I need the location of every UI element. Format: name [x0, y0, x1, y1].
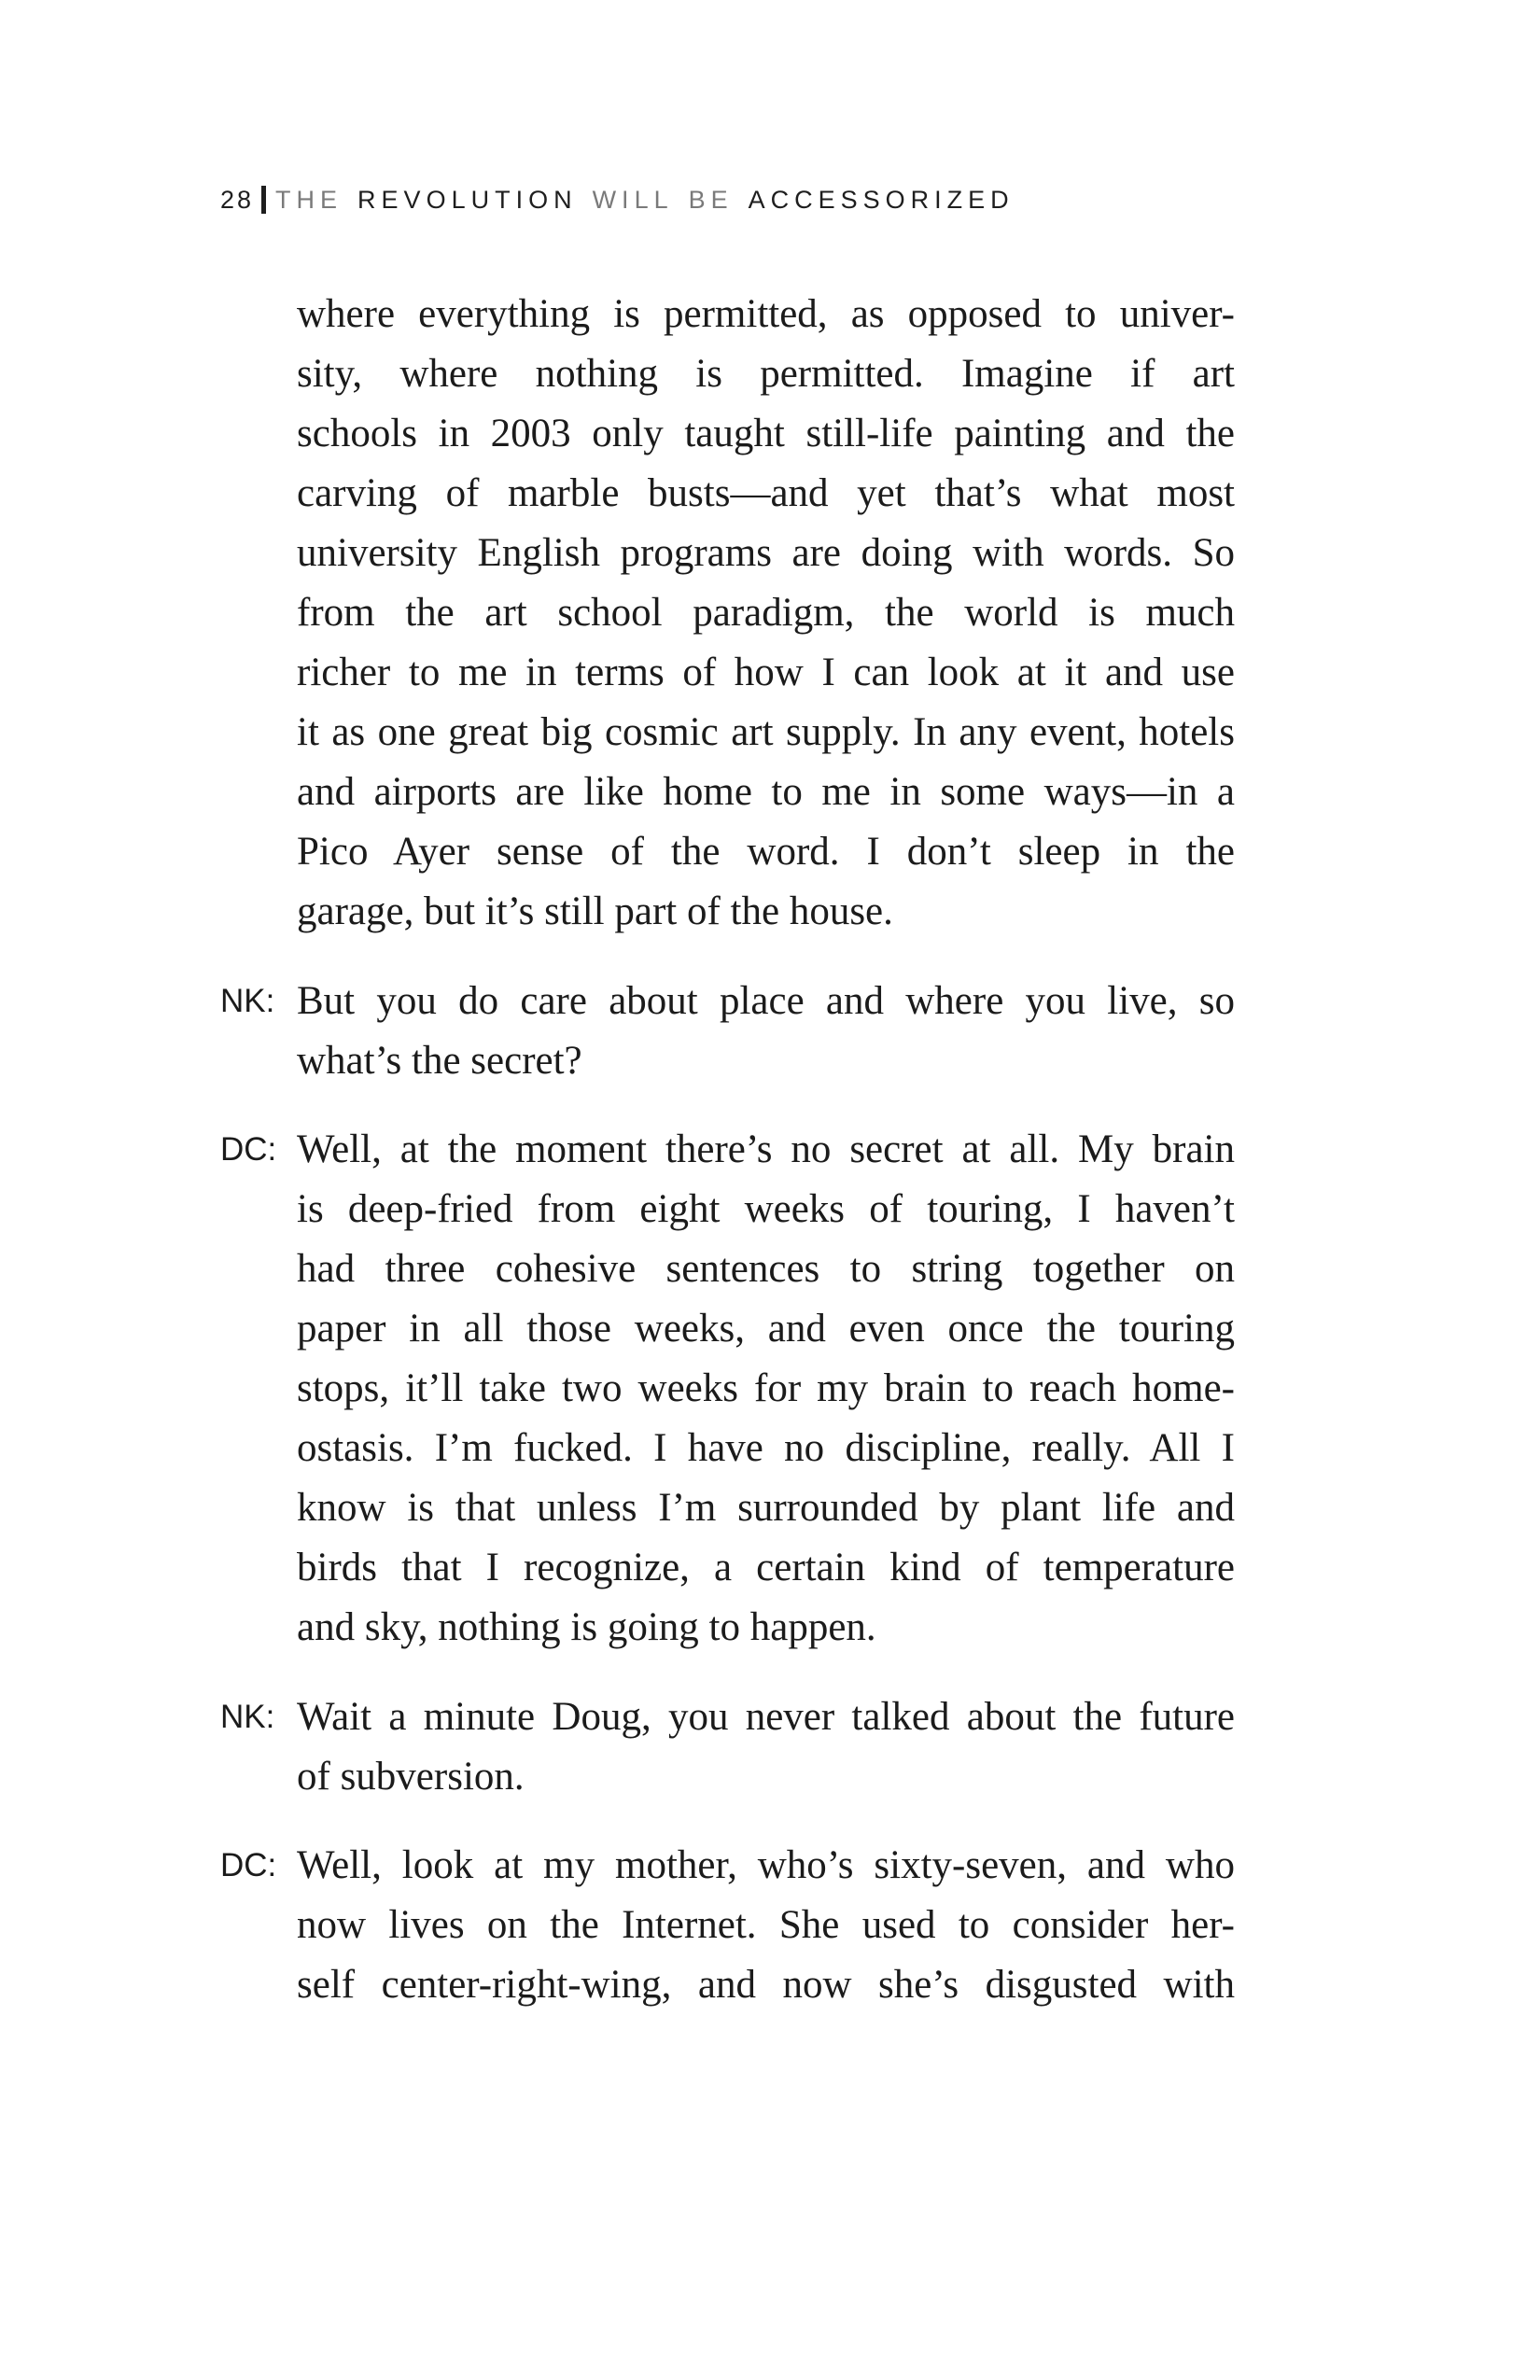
text-line: paper in all those weeks, and even once the touring	[297, 1307, 1235, 1351]
text-line: and airports are like home to me in some ways—in a	[297, 770, 1235, 814]
paragraph-0	[297, 285, 1235, 942]
text-line: is deep-fried from eight weeks of touring, I haven’t	[297, 1187, 1235, 1231]
header-word-5: ACCESSORIZED	[748, 185, 1015, 214]
text-line: it as one great big cosmic art supply. In any event, hotels	[297, 710, 1235, 754]
speaker-label: DC:	[220, 1131, 277, 1168]
speaker-label: NK:	[220, 983, 275, 1019]
header-divider	[261, 186, 266, 214]
text-line: richer to me in terms of how I can look at it and use	[297, 651, 1235, 694]
text-line: Well, at the moment there’s no secret at all. My brain	[297, 1127, 1235, 1171]
text-line: schools in 2003 only taught still-life painting and the	[297, 412, 1235, 455]
page-number: 28	[220, 185, 255, 214]
paragraph-3	[297, 1687, 1235, 1807]
paragraph-2	[297, 1120, 1235, 1658]
header-word-3: WILL	[592, 185, 674, 214]
text-line: Wait a minute Doug, you never talked about the future	[297, 1695, 1235, 1739]
text-line: where everything is permitted, as opposed to univer-	[297, 292, 1235, 336]
header-word-2: REVOLUTION	[357, 185, 578, 214]
text-line: of subversion.	[297, 1755, 525, 1799]
text-line: stops, it’ll take two weeks for my brain to reach home-	[297, 1366, 1235, 1410]
text-line: ostasis. I’m fucked. I have no discipline, really. All I	[297, 1426, 1235, 1470]
paragraph-1	[297, 972, 1235, 1091]
header-word-4: BE	[688, 185, 734, 214]
text-line: know is that unless I’m surrounded by plant life and	[297, 1486, 1235, 1530]
text-line: Well, look at my mother, who’s sixty-seven, and who	[297, 1843, 1235, 1887]
text-line: university English programs are doing with words. So	[297, 531, 1235, 575]
text-line: and sky, nothing is going to happen.	[297, 1605, 876, 1649]
text-line: from the art school paradigm, the world is much	[297, 591, 1235, 635]
text-line: carving of marble busts—and yet that’s what most	[297, 471, 1235, 515]
text-line: But you do care about place and where you live, so	[297, 979, 1235, 1023]
running-header	[220, 181, 1029, 218]
text-line: sity, where nothing is permitted. Imagine if art	[297, 352, 1235, 396]
text-line: garage, but it’s still part of the house.	[297, 889, 893, 933]
text-line: self center-right-wing, and now she’s disgusted with	[297, 1963, 1235, 2007]
speaker-label: NK:	[220, 1699, 275, 1735]
speaker-label: DC:	[220, 1847, 277, 1883]
text-line: now lives on the Internet. She used to consider her-	[297, 1903, 1235, 1947]
header-word-1: THE	[275, 185, 343, 214]
paragraph-4	[297, 1836, 1235, 2015]
text-line: had three cohesive sentences to string together on	[297, 1247, 1235, 1291]
text-line: Pico Ayer sense of the word. I don’t sleep in the	[297, 830, 1235, 874]
text-line: what’s the secret?	[297, 1039, 582, 1083]
text-line: birds that I recognize, a certain kind of temperature	[297, 1546, 1235, 1589]
